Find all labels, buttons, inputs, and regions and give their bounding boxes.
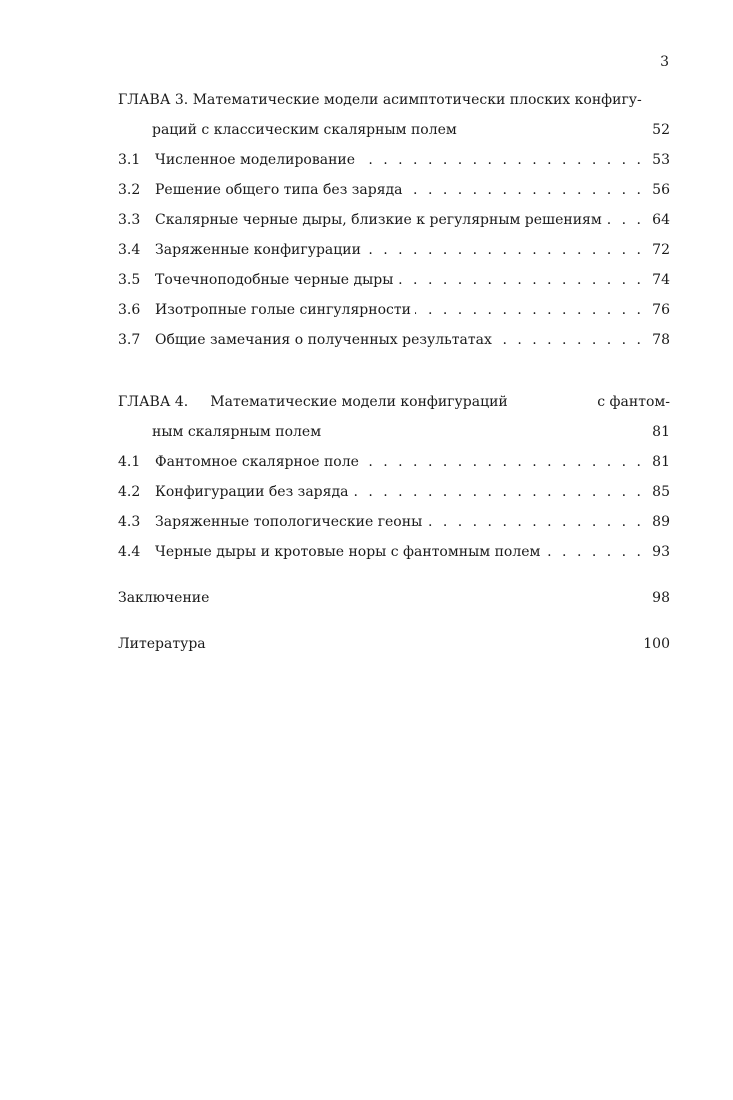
chapter-4-label: ГЛАВА 4. [118,394,189,410]
section-number: 3.7 [118,332,141,348]
section-page: 76 [652,302,670,318]
dot-leader [415,295,644,325]
chapter-4-title-part2: с фантом- [597,394,670,410]
section-number: 3.1 [118,152,141,168]
section-number: 4.1 [118,454,141,470]
chapter-4-heading[interactable] [118,387,670,417]
section-page: 64 [652,212,670,228]
table-of-contents [118,85,670,659]
chapter-4-heading-cont[interactable] [118,417,670,447]
toc-entry-conclusion[interactable] [118,583,670,613]
section-number: 3.3 [118,212,141,228]
chapter-3-page: 52 [652,122,670,138]
section-page: 89 [652,514,670,530]
section-title: Скалярные черные дыры, близкие к регулярным решениям [155,212,602,228]
section-page: 53 [652,152,670,168]
section-title: Изотропные голые сингулярности [155,302,411,318]
chapter-3-title-line2: раций с классическим скалярным полем [152,122,457,138]
section-page: 78 [652,332,670,348]
chapter-3-title-line1: ГЛАВА 3. Математические модели асимптотически плоских конфигу- [118,92,642,108]
section-number: 3.2 [118,182,141,198]
section-title: Заряженные топологические геоны [155,514,423,530]
dot-leader [363,447,644,477]
toc-entry-3-5[interactable] [118,265,670,295]
section-title: Заряженные конфигурации [155,242,361,258]
dot-leader [544,537,644,567]
section-page: 81 [652,454,670,470]
section-page: 72 [652,242,670,258]
section-number: 4.3 [118,514,141,530]
toc-entry-literature[interactable] [118,629,670,659]
chapter-4-page: 81 [652,424,670,440]
dot-leader [606,205,644,235]
toc-entry-3-7[interactable] [118,325,670,355]
chapter-3-heading-cont[interactable] [118,115,670,145]
toc-entry-4-4[interactable] [118,537,670,567]
chapter-4-title-line2: ным скалярным полем [152,424,322,440]
dot-leader [359,145,644,175]
section-title: Фантомное скалярное поле [155,454,359,470]
section-title: Численное моделирование [155,152,356,168]
section-title: Общие замечания о полученных результатах [155,332,492,348]
section-page: 56 [652,182,670,198]
section-number: 3.6 [118,302,141,318]
section-title: Точечноподобные черные дыры [155,272,394,288]
chapter-3-heading[interactable] [118,85,670,115]
dot-leader [365,235,644,265]
section-number: 4.2 [118,484,141,500]
dot-leader [496,325,644,355]
toc-entry-3-3[interactable] [118,205,670,235]
section-number: 4.4 [118,544,141,560]
dot-leader [407,175,644,205]
section-page: 85 [652,484,670,500]
dot-leader [426,507,644,537]
dot-leader [397,265,644,295]
literature-page: 100 [643,636,670,652]
section-title: Конфигурации без заряда [155,484,349,500]
section-page: 93 [652,544,670,560]
toc-entry-4-2[interactable] [118,477,670,507]
section-number: 3.4 [118,242,141,258]
section-title: Черные дыры и кротовые норы с фантомным полем [155,544,541,560]
section-number: 3.5 [118,272,141,288]
toc-entry-3-2[interactable] [118,175,670,205]
toc-entry-3-6[interactable] [118,295,670,325]
toc-entry-4-3[interactable] [118,507,670,537]
section-title: Решение общего типа без заряда [155,182,403,198]
section-page: 74 [652,272,670,288]
page-number: 3 [660,54,669,70]
conclusion-title: Заключение [118,590,210,606]
toc-entry-3-4[interactable] [118,235,670,265]
toc-entry-3-1[interactable] [118,145,670,175]
chapter-4-title-part1: Математические модели конфигураций [210,394,508,410]
toc-entry-4-1[interactable] [118,447,670,477]
literature-title: Литература [118,636,206,652]
dot-leader [352,477,644,507]
conclusion-page: 98 [652,590,670,606]
